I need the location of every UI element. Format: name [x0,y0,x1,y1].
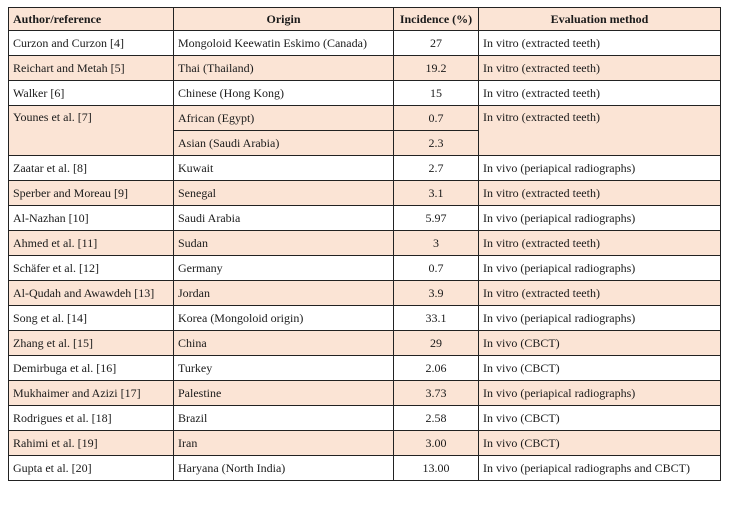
header-incidence: Incidence (%) [394,8,479,31]
origin-cell: Korea (Mongoloid origin) [174,306,394,331]
incidence-cell: 3.73 [394,381,479,406]
table-row [9,306,721,331]
incidence-cell: 15 [394,81,479,106]
table-row [9,31,721,56]
author-cell: Walker [6] [9,81,174,106]
table-row [9,181,721,206]
incidence-cell: 3.00 [394,431,479,456]
table-row [9,431,721,456]
table-header-row [9,8,721,31]
table-row [9,331,721,356]
method-cell: In vivo (CBCT) [479,331,721,356]
table-row [9,281,721,306]
table-row [9,56,721,81]
origin-cell: Germany [174,256,394,281]
origin-cell: Chinese (Hong Kong) [174,81,394,106]
method-cell: In vitro (extracted teeth) [479,281,721,306]
incidence-cell: 19.2 [394,56,479,81]
header-origin: Origin [174,8,394,31]
table-row [9,381,721,406]
origin-cell: Saudi Arabia [174,206,394,231]
method-cell: In vivo (periapical radiographs) [479,306,721,331]
method-cell: In vivo (CBCT) [479,431,721,456]
incidence-cell: 2.3 [394,131,479,156]
table-row [9,456,721,481]
method-cell: In vivo (periapical radiographs) [479,256,721,281]
origin-cell: Thai (Thailand) [174,56,394,81]
incidence-cell: 2.7 [394,156,479,181]
incidence-table [8,7,721,481]
table-row [9,356,721,381]
author-cell: Zhang et al. [15] [9,331,174,356]
author-cell: Al-Qudah and Awawdeh [13] [9,281,174,306]
author-cell: Zaatar et al. [8] [9,156,174,181]
author-cell: Song et al. [14] [9,306,174,331]
table-row [9,406,721,431]
table-row [9,81,721,106]
author-cell: Gupta et al. [20] [9,456,174,481]
author-cell: Al-Nazhan [10] [9,206,174,231]
table-row [9,231,721,256]
method-cell: In vivo (periapical radiographs) [479,156,721,181]
method-cell: In vitro (extracted teeth) [479,31,721,56]
method-cell: In vivo (CBCT) [479,406,721,431]
incidence-cell: 5.97 [394,206,479,231]
method-cell: In vitro (extracted teeth) [479,106,721,156]
author-cell: Sperber and Moreau [9] [9,181,174,206]
author-cell: Mukhaimer and Azizi [17] [9,381,174,406]
author-cell: Reichart and Metah [5] [9,56,174,81]
table-row [9,156,721,181]
incidence-cell: 2.06 [394,356,479,381]
author-cell: Demirbuga et al. [16] [9,356,174,381]
incidence-cell: 3.9 [394,281,479,306]
incidence-cell: 3.1 [394,181,479,206]
table-row [9,106,721,131]
origin-cell: Asian (Saudi Arabia) [174,131,394,156]
origin-cell: Jordan [174,281,394,306]
origin-cell: Senegal [174,181,394,206]
incidence-cell: 29 [394,331,479,356]
table-row [9,256,721,281]
incidence-cell: 0.7 [394,106,479,131]
origin-cell: Turkey [174,356,394,381]
author-cell: Curzon and Curzon [4] [9,31,174,56]
method-cell: In vivo (periapical radiographs and CBCT) [479,456,721,481]
author-cell: Ahmed et al. [11] [9,231,174,256]
method-cell: In vitro (extracted teeth) [479,231,721,256]
origin-cell: Haryana (North India) [174,456,394,481]
method-cell: In vivo (periapical radiographs) [479,206,721,231]
author-cell: Younes et al. [7] [9,106,174,156]
header-method: Evaluation method [479,8,721,31]
origin-cell: Iran [174,431,394,456]
incidence-cell: 27 [394,31,479,56]
origin-cell: Mongoloid Keewatin Eskimo (Canada) [174,31,394,56]
header-author: Author/reference [9,8,174,31]
incidence-cell: 33.1 [394,306,479,331]
origin-cell: Brazil [174,406,394,431]
method-cell: In vivo (CBCT) [479,356,721,381]
origin-cell: China [174,331,394,356]
author-cell: Schäfer et al. [12] [9,256,174,281]
method-cell: In vitro (extracted teeth) [479,56,721,81]
method-cell: In vitro (extracted teeth) [479,181,721,206]
origin-cell: Kuwait [174,156,394,181]
incidence-cell: 13.00 [394,456,479,481]
origin-cell: Sudan [174,231,394,256]
origin-cell: African (Egypt) [174,106,394,131]
method-cell: In vivo (periapical radiographs) [479,381,721,406]
table-row [9,206,721,231]
incidence-cell: 3 [394,231,479,256]
origin-cell: Palestine [174,381,394,406]
method-cell: In vitro (extracted teeth) [479,81,721,106]
incidence-cell: 0.7 [394,256,479,281]
author-cell: Rodrigues et al. [18] [9,406,174,431]
author-cell: Rahimi et al. [19] [9,431,174,456]
incidence-cell: 2.58 [394,406,479,431]
